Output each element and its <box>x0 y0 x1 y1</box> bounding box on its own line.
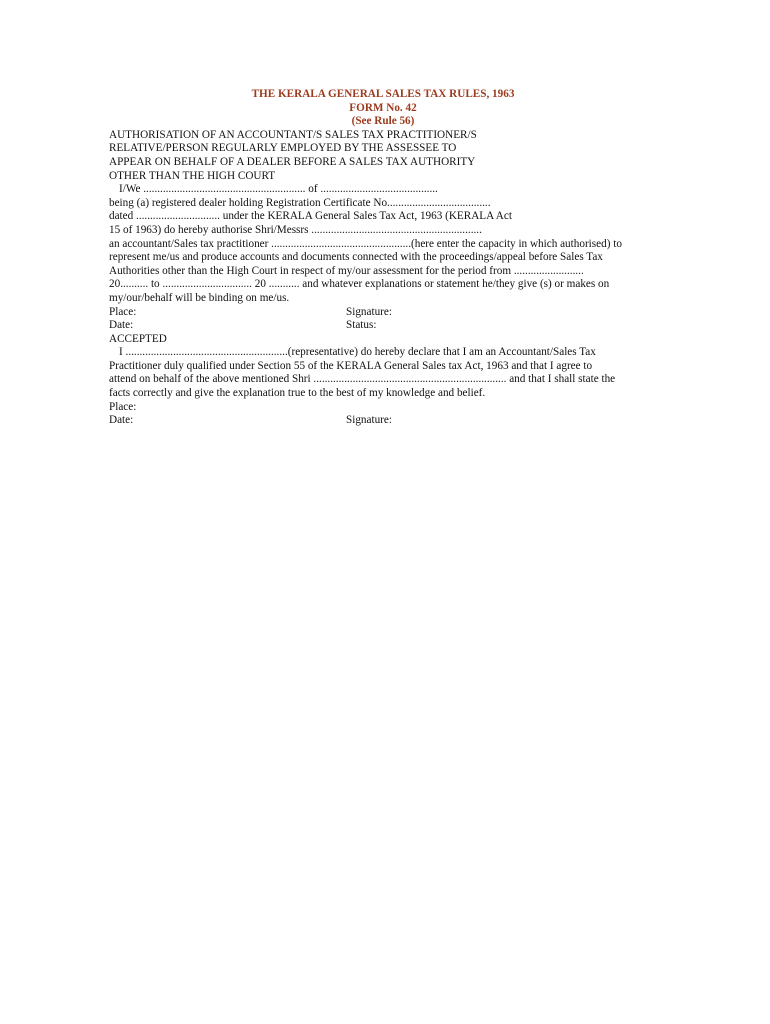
acceptance-line: attend on behalf of the above mentioned Shri ..................................................................... and that I shall state the <box>109 373 616 386</box>
date-label: Date: <box>109 319 134 332</box>
sign-row <box>109 401 657 415</box>
body-line: dated .............................. under the KERALA General Sales Tax Act, 1963 (KERALA Act <box>109 210 512 223</box>
acceptance-body <box>109 346 657 400</box>
body-line: 20.......... to ................................ 20 ........... and whatever explanations or statement he/they give (s) or makes on <box>109 278 610 291</box>
body-line: Authorities other than the High Court in respect of my/our assessment for the period from ......................... <box>109 264 584 277</box>
status-label: Status: <box>346 319 377 332</box>
form-page <box>109 88 657 428</box>
body-line: an accountant/Sales tax practitioner ..................................................(here enter the capacity in which authorised) to <box>109 237 622 250</box>
date-label: Date: <box>109 414 134 427</box>
body-line: my/our/behalf will be binding on me/us. <box>109 291 290 304</box>
rule-reference: (See Rule 56) <box>351 115 415 128</box>
subject-line: RELATIVE/PERSON REGULARLY EMPLOYED BY THE ASSESSEE TO <box>109 142 457 155</box>
signature-label: Signature: <box>346 305 392 318</box>
place-label: Place: <box>109 400 137 413</box>
body-line: represent me/us and produce accounts and documents connected with the proceedings/appeal before Sales Tax <box>109 251 603 264</box>
accepted-heading: ACCEPTED <box>109 332 167 345</box>
form-number: FORM No. 42 <box>349 101 417 114</box>
form-subject <box>109 129 657 183</box>
authorisation-body <box>109 183 657 305</box>
sign-row <box>109 414 657 428</box>
subject-line: OTHER THAN THE HIGH COURT <box>109 169 276 182</box>
body-line: I/We .......................................................... of .......................................... <box>119 183 438 196</box>
sign-row <box>109 306 657 320</box>
representative-sign-block <box>109 401 657 428</box>
acceptance-line: Practitioner duly qualified under Section 55 of the KERALA General Sales tax Act, 1963 and that I agree to <box>109 359 593 372</box>
acceptance-line: facts correctly and give the explanation true to the best of my knowledge and belief. <box>109 387 486 400</box>
subject-line: AUTHORISATION OF AN ACCOUNTANT/S SALES TAX PRACTITIONER/S <box>109 128 477 141</box>
rules-title: THE KERALA GENERAL SALES TAX RULES, 1963 <box>251 88 515 100</box>
sign-row <box>109 319 657 333</box>
body-line: 15 of 1963) do hereby authorise Shri/Messrs ............................................................. <box>109 223 482 236</box>
dealer-sign-block <box>109 306 657 333</box>
subject-line: APPEAR ON BEHALF OF A DEALER BEFORE A SALES TAX AUTHORITY <box>109 155 476 168</box>
place-label: Place: <box>109 305 137 318</box>
acceptance-line: I ..........................................................(representative) do hereby declare that I am an Accountant/Sales Tax <box>119 346 596 359</box>
form-header <box>109 88 657 129</box>
signature-label: Signature: <box>346 414 392 427</box>
body-line: being (a) registered dealer holding Registration Certificate No..................................... <box>109 196 491 209</box>
